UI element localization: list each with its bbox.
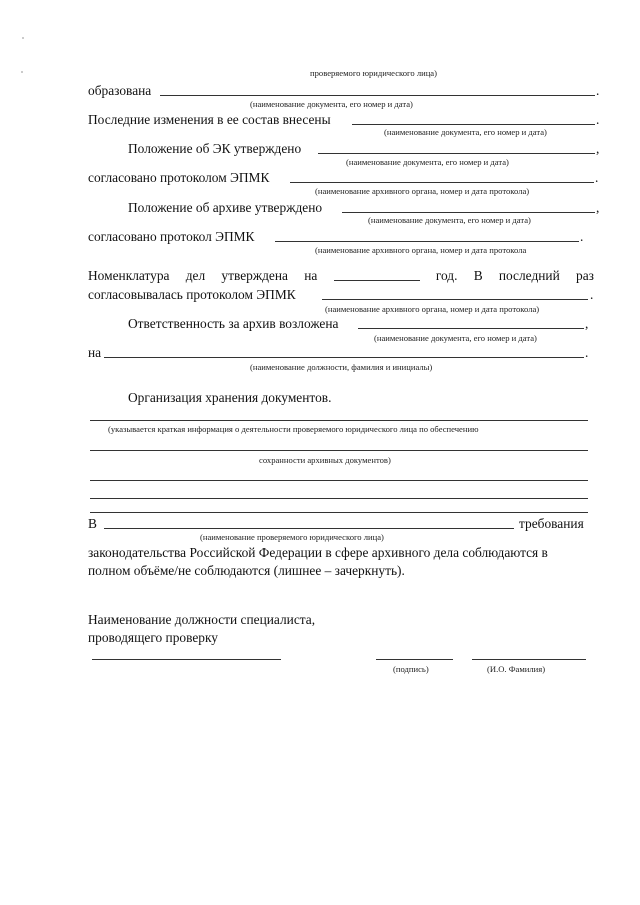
comma-mark: ,: [596, 141, 600, 156]
fill-line-signature[interactable]: [376, 659, 453, 660]
label-on: на: [88, 345, 102, 360]
nomenclature-line: [88, 268, 594, 284]
period-mark: .: [585, 345, 589, 360]
period-mark: .: [596, 83, 600, 98]
label-ek-regulation: Положение об ЭК утверждено: [128, 141, 302, 156]
caption-doc-name-2: (наименование документа, его номер и дата): [384, 127, 547, 137]
caption-entity-checked: проверяемого юридического лица): [310, 68, 437, 78]
scan-speck: [22, 37, 24, 39]
label-agreed-protocol-2: согласовано протокол ЭПМК: [88, 229, 255, 244]
fill-line-last-changes[interactable]: [352, 124, 595, 125]
caption-storage-info-1: (указывается краткая информация о деятельности проверяемого юридического лица по обеспечению: [108, 424, 479, 434]
caption-doc-name-5: (наименование документа, его номер и дата): [374, 333, 537, 343]
specialist-position-line-2: проводящего проверку: [88, 630, 218, 645]
caption-doc-name-1: (наименование документа, его номер и дата): [250, 99, 413, 109]
caption-full-name: (И.О. Фамилия): [487, 664, 546, 674]
nomenclature-word: раз: [576, 268, 594, 283]
fill-line-nomenclature-year[interactable]: [334, 280, 420, 281]
nomenclature-word: В: [473, 268, 483, 283]
fill-line-storage-1[interactable]: [90, 420, 588, 421]
caption-archive-protocol-1: (наименование архивного органа, номер и дата протокола): [315, 186, 530, 196]
label-formed: образована: [88, 83, 152, 98]
fill-line-formed[interactable]: [160, 95, 595, 96]
caption-archive-protocol-2: (наименование архивного органа, номер и дата протокола: [315, 245, 527, 255]
period-mark: .: [596, 112, 600, 127]
label-archive-regulation: Положение об архиве утверждено: [128, 200, 323, 215]
comma-mark: ,: [585, 316, 589, 331]
heading-storage-org: Организация хранения документов.: [128, 390, 332, 405]
caption-entity-name: (наименование проверяемого юридического лица): [200, 532, 384, 542]
caption-signature: (подпись): [393, 664, 429, 674]
nomenclature-word: год.: [435, 268, 458, 283]
label-responsibility: Ответственность за архив возложена: [128, 316, 339, 331]
fill-line-entity-name[interactable]: [104, 528, 514, 529]
fill-line-agreed-protocol-2[interactable]: [275, 241, 579, 242]
fill-line-storage-3[interactable]: [90, 480, 588, 481]
fill-line-ek-regulation[interactable]: [318, 153, 595, 154]
fill-line-storage-2[interactable]: [90, 450, 588, 451]
caption-doc-name-4: (наименование документа, его номер и дата): [368, 215, 531, 225]
caption-doc-name-3: (наименование документа, его номер и дата): [346, 157, 509, 167]
period-mark: .: [590, 287, 594, 302]
comma-mark: ,: [596, 200, 600, 215]
fill-line-specialist-position[interactable]: [92, 659, 281, 660]
nomenclature-word: дел: [185, 268, 206, 283]
caption-archive-protocol-3: (наименование архивного органа, номер и дата протокола): [325, 304, 540, 314]
caption-storage-info-2: сохранности архивных документов): [259, 455, 391, 465]
fill-line-storage-5[interactable]: [90, 512, 588, 513]
label-last-changes: Последние изменения в ее состав внесены: [88, 112, 331, 127]
legislation-line-2: полном объёме/не соблюдаются (лишнее – зачеркнуть).: [88, 563, 405, 578]
scan-speck: [21, 71, 23, 73]
period-mark: .: [580, 229, 584, 244]
nomenclature-word: на: [304, 268, 318, 283]
label-requirements: требования: [519, 516, 584, 531]
nomenclature-word: утверждена: [221, 268, 288, 283]
nomenclature-word: Номенклатура: [88, 268, 170, 283]
fill-line-responsibility[interactable]: [358, 328, 584, 329]
specialist-position-line-1: Наименование должности специалиста,: [88, 612, 316, 627]
fill-line-archive-regulation[interactable]: [342, 212, 595, 213]
nomenclature-word: последний: [498, 268, 560, 283]
fill-line-last-agreed[interactable]: [322, 299, 588, 300]
fill-line-position[interactable]: [104, 357, 584, 358]
fill-line-full-name[interactable]: [472, 659, 586, 660]
period-mark: .: [595, 170, 599, 185]
label-agreed-protocol-1: согласовано протоколом ЭПМК: [88, 170, 270, 185]
label-last-agreed: согласовывалась протоколом ЭПМК: [88, 287, 296, 302]
legislation-line-1: законодательства Российской Федерации в сфере архивного дела соблюдаются в: [88, 545, 548, 560]
label-in: В: [88, 516, 97, 531]
fill-line-agreed-protocol-1[interactable]: [290, 182, 594, 183]
caption-position-initials: (наименование должности, фамилия и инициалы): [250, 362, 433, 372]
fill-line-storage-4[interactable]: [90, 498, 588, 499]
